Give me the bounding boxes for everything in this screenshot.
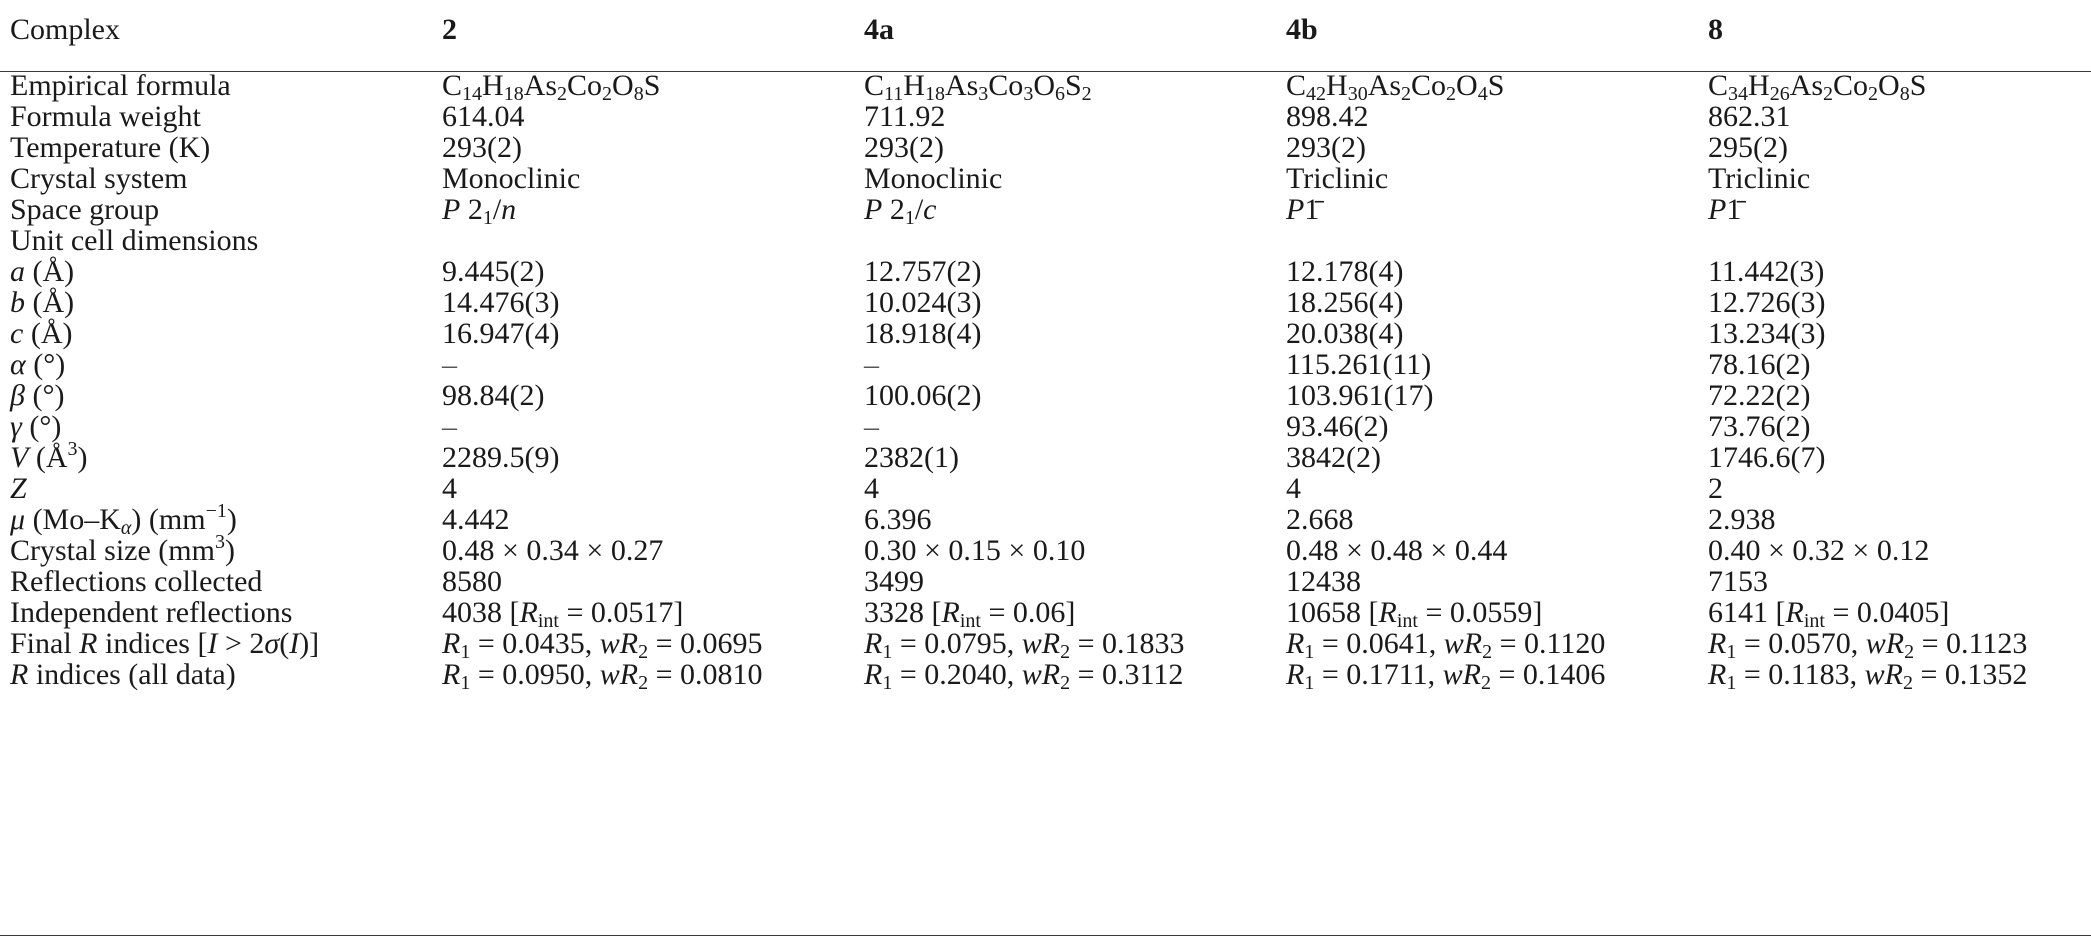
table-cell: P1̄	[1708, 193, 1742, 226]
table-header-row	[0, 10, 2091, 50]
table-cell: 4	[864, 472, 879, 505]
row-label: γ (°)	[10, 410, 62, 443]
header-label: Complex	[10, 13, 120, 46]
table-cell: P $2_1/c$	[864, 193, 937, 229]
table-cell: 6141 $[R_{int} = 0.0405]$	[1708, 596, 1950, 632]
table-cell: –	[864, 348, 879, 381]
table-cell: 2289.5(9)	[442, 441, 560, 474]
table-cell: 8580	[442, 565, 502, 598]
table-cell: 6.396	[864, 503, 932, 536]
table-cell: 614.04	[442, 100, 525, 133]
table-cell: 295(2)	[1708, 131, 1788, 164]
row-label: b (Å)	[10, 286, 75, 319]
table-cell: 16.947(4)	[442, 317, 560, 350]
row-label: V $(Å^3)$	[10, 438, 88, 474]
row-label: α (°)	[10, 348, 66, 381]
table-row	[0, 655, 2091, 695]
table-cell: $R_1 = 0.2040$, $wR_2 = 0.3112$	[864, 658, 1184, 694]
table-cell: 11.442(3)	[1708, 255, 1825, 288]
table-cell: 711.92	[864, 100, 946, 133]
table-cell: 93.46(2)	[1286, 410, 1389, 443]
table-cell: 98.84(2)	[442, 379, 545, 412]
table-cell: 3328 $[R_{int} = 0.06]$	[864, 596, 1076, 632]
table-cell: 0.48 × 0.48 × 0.44	[1286, 534, 1508, 567]
table-cell: 9.445(2)	[442, 255, 545, 288]
table-cell: $R_1 = 0.0795$, $wR_2 = 0.1833$	[864, 627, 1185, 663]
header-complex-4a: 4a	[864, 13, 894, 46]
table-cell: 12.178(4)	[1286, 255, 1404, 288]
table-cell: 0.40 × 0.32 × 0.12	[1708, 534, 1930, 567]
table-cell: 103.961(17)	[1286, 379, 1434, 412]
table-cell: 12.757(2)	[864, 255, 982, 288]
table-cell: $C_{11}H_{18}As_3Co_3O_6S_2$	[864, 69, 1092, 105]
table-cell: –	[442, 348, 457, 381]
table-cell: 10658 $[R_{int} = 0.0559]$	[1286, 596, 1543, 632]
table-cell: 0.48 × 0.34 × 0.27	[442, 534, 664, 567]
row-label: Temperature (K)	[10, 131, 211, 164]
table-cell: $R_1 = 0.0641$, $wR_2 = 0.1120$	[1286, 627, 1606, 663]
table-cell: 78.16(2)	[1708, 348, 1811, 381]
table-cell: 4	[442, 472, 457, 505]
table-cell: $R_1 = 0.0435$, $wR_2 = 0.0695$	[442, 627, 763, 663]
row-label: Unit cell dimensions	[10, 224, 259, 257]
table-cell: 20.038(4)	[1286, 317, 1404, 350]
table-cell: 18.918(4)	[864, 317, 982, 350]
table-cell: 293(2)	[442, 131, 522, 164]
row-label: Final R indices [I > 2σ(I)]	[10, 627, 320, 660]
table-cell: 898.42	[1286, 100, 1369, 133]
table-cell: $R_1 = 0.0570$, $wR_2 = 0.1123$	[1708, 627, 2028, 663]
row-label: Crystal system	[10, 162, 188, 195]
table-cell: 2	[1708, 472, 1723, 505]
table-cell: 2382(1)	[864, 441, 959, 474]
table-cell: 1746.6(7)	[1708, 441, 1826, 474]
table-cell: P $2_1/n$	[442, 193, 517, 229]
row-label: Space group	[10, 193, 160, 226]
table-cell: 7153	[1708, 565, 1768, 598]
table-cell: 293(2)	[864, 131, 944, 164]
table-cell: 3499	[864, 565, 924, 598]
header-complex-8: 8	[1708, 13, 1723, 46]
row-label: Z	[10, 472, 27, 505]
table-cell: 2.938	[1708, 503, 1776, 536]
table-cell: $C_{14}H_{18}As_2Co_2O_8S$	[442, 69, 661, 105]
table-cell: 862.31	[1708, 100, 1791, 133]
bottom-rule	[0, 935, 2091, 936]
row-label: c (Å)	[10, 317, 73, 350]
row-label: Formula weight	[10, 100, 201, 133]
table-cell: P1̄	[1286, 193, 1320, 226]
table-cell: $R_1 = 0.1183$, $wR_2 = 0.1352$	[1708, 658, 2028, 694]
table-cell: Triclinic	[1286, 162, 1389, 195]
table-cell: 14.476(3)	[442, 286, 560, 319]
header-complex-2: 2	[442, 13, 457, 46]
table-cell: Monoclinic	[864, 162, 1003, 195]
table-cell: 12.726(3)	[1708, 286, 1826, 319]
table-cell: 0.30 × 0.15 × 0.10	[864, 534, 1086, 567]
table-cell: –	[442, 410, 457, 443]
table-cell: 115.261(11)	[1286, 348, 1432, 381]
table-cell: 4.442	[442, 503, 510, 536]
row-label: β (°)	[10, 379, 65, 412]
table-cell: $R_1 = 0.1711$, $wR_2 = 0.1406$	[1286, 658, 1606, 694]
table-cell: $C_{34}H_{26}As_2Co_2O_8S$	[1708, 69, 1927, 105]
table-cell: 4038 $[R_{int} = 0.0517]$	[442, 596, 684, 632]
table-cell: 13.234(3)	[1708, 317, 1826, 350]
table-cell: 18.256(4)	[1286, 286, 1404, 319]
table-cell: 3842(2)	[1286, 441, 1381, 474]
row-label: a (Å)	[10, 255, 75, 288]
table-cell: –	[864, 410, 879, 443]
table-cell: 72.22(2)	[1708, 379, 1811, 412]
header-complex-4b: 4b	[1286, 13, 1318, 46]
table-cell: 12438	[1286, 565, 1361, 598]
table-cell: 100.06(2)	[864, 379, 982, 412]
table-cell: Triclinic	[1708, 162, 1811, 195]
table-cell: 293(2)	[1286, 131, 1366, 164]
table-cell: 4	[1286, 472, 1301, 505]
table-cell: $C_{42}H_{30}As_2Co_2O_4S$	[1286, 69, 1505, 105]
table-cell: 10.024(3)	[864, 286, 982, 319]
table-cell: $R_1 = 0.0950$, $wR_2 = 0.0810$	[442, 658, 763, 694]
table-cell: 2.668	[1286, 503, 1354, 536]
row-label: Reflections collected	[10, 565, 263, 598]
table-cell: 73.76(2)	[1708, 410, 1811, 443]
row-label: R indices (all data)	[10, 658, 236, 691]
row-label: Independent reflections	[10, 596, 293, 629]
row-label: Empirical formula	[10, 69, 231, 102]
table-cell: Monoclinic	[442, 162, 581, 195]
row-label: Crystal size $(mm^3)$	[10, 531, 235, 567]
row-label: μ $(Mo-K_\alpha)$ $(mm^{-1})$	[10, 500, 237, 539]
